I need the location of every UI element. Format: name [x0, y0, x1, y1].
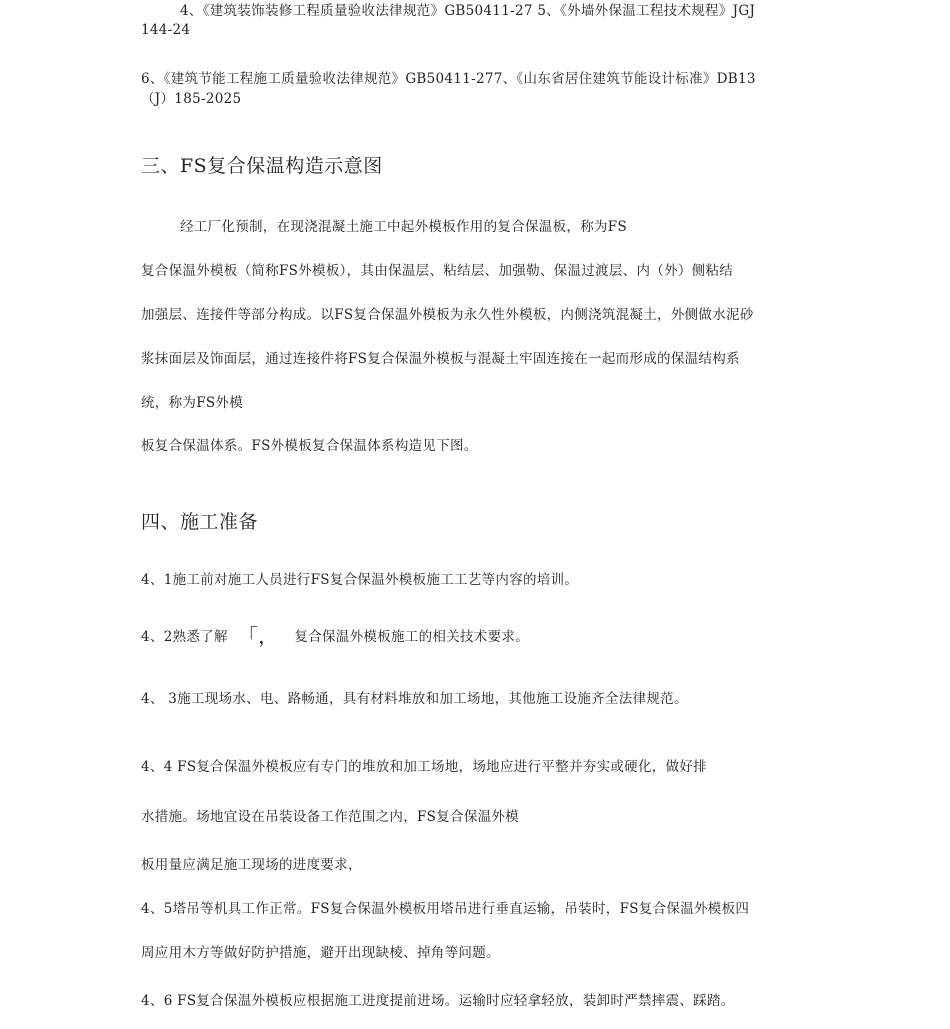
paragraph-line: 板复合保温体系。FS外模板复合保温体系构造见下图。 — [141, 438, 478, 454]
list-item-continuation: 周应用木方等做好防护措施，避开出现缺棱、掉角等问题。 — [141, 945, 500, 961]
list-item-suffix: 复合保温外模板施工的相关技术要求。 — [294, 629, 529, 645]
section-heading: 四、施工准备 — [141, 511, 259, 533]
paragraph-line: 加强层、连接件等部分构成。以FS复合保温外模板为永久性外模板，内侧浇筑混凝土，外侧做水泥砂 — [141, 307, 754, 323]
section-heading: 三、FS复合保温构造示意图 — [141, 155, 383, 177]
reference-line-6-7: 6、《建筑节能工程施工质量验收法律规范》GB50411-277、《山东省居住建筑节能设计标准》DB13 — [141, 71, 756, 87]
reference-line-4-5: 4、《建筑装饰装修工程质量验收法律规范》GB50411-27 5、《外墙外保温工程技术规程》JGJ — [180, 3, 756, 19]
paragraph-line: 复合保温外模板（简称FS外模板），其由保温层、粘结层、加强勒、保温过渡层、内（外）侧粘结 — [141, 263, 734, 279]
list-item: 4、6 FS复合保温外模板应根据施工进度提前进场。运输时应轻拿轻放，装卸时严禁摔震、踩踏。 — [141, 993, 735, 1009]
list-item: 4、1施工前对施工人员进行FS复合保温外模板施工工艺等内容的培训。 — [141, 572, 579, 588]
paragraph-line: 统，称为FS外模 — [141, 395, 244, 411]
list-item: 4、4 FS复合保温外模板应有专门的堆放和加工场地，场地应进行平整并夯实或硬化，做好排 — [141, 759, 707, 775]
bracket-mark: ｢， — [247, 624, 279, 648]
list-item-prefix: 4、2熟悉了解 — [141, 629, 228, 645]
paragraph-line: 经工厂化预制，在现浇混凝土施工中起外模板作用的复合保温板，称为FS — [180, 219, 628, 235]
list-item: 4、 3施工现场水、电、路畅通，具有材料堆放和加工场地，其他施工设施齐全法律规范。 — [141, 691, 688, 707]
list-item-continuation: 板用量应满足施工现场的进度要求， — [141, 857, 362, 873]
list-item — [141, 624, 529, 648]
reference-line-continuation: （J）185-2025 — [141, 91, 242, 107]
paragraph-line: 浆抹面层及饰面层，通过连接件将FS复合保温外模板与混凝土牢固连接在一起而形成的保温结构系 — [141, 351, 740, 367]
list-item: 4、5塔吊等机具工作正常。FS复合保温外模板用塔吊进行垂直运输，吊装时，FS复合保温外模板四 — [141, 901, 750, 917]
reference-line-continuation: 144-24 — [141, 22, 191, 38]
list-item-continuation: 水措施。场地宜设在吊装设备工作范围之内，FS复合保温外模 — [141, 809, 520, 825]
